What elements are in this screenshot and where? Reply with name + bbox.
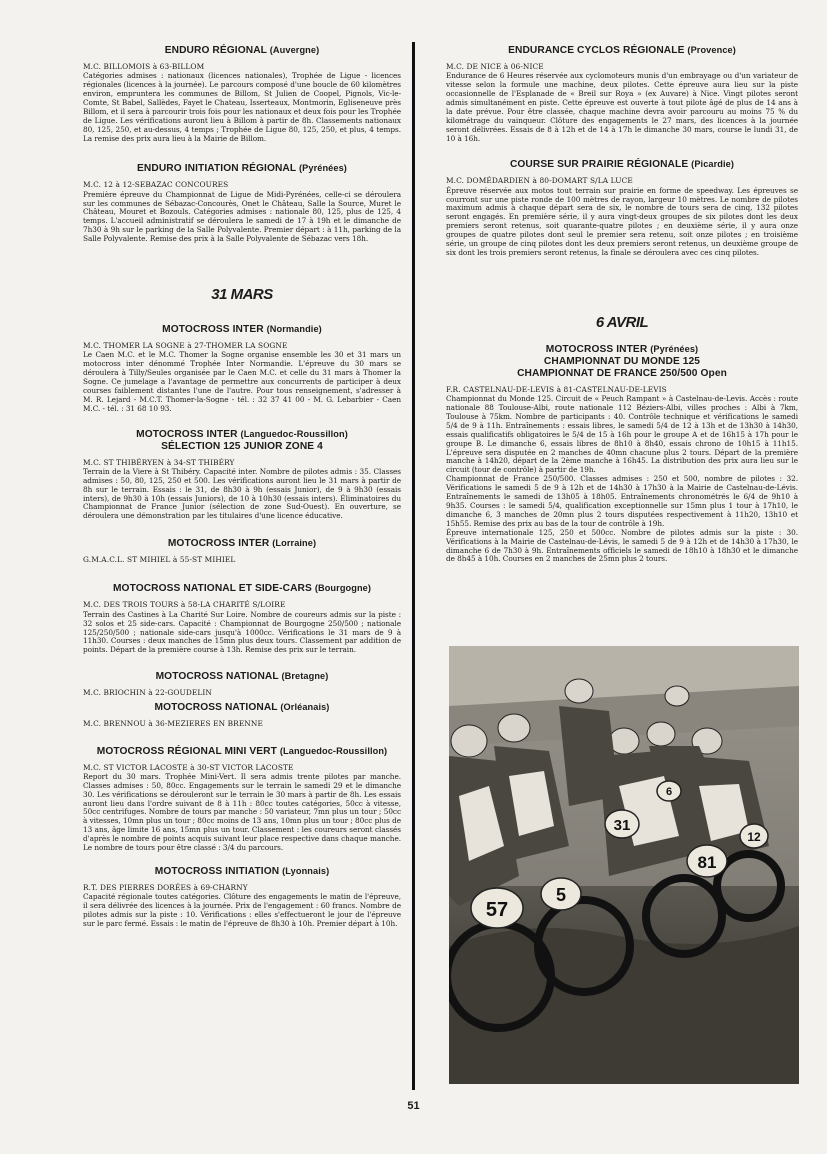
event-title xyxy=(446,343,798,356)
event-region: (Picardie) xyxy=(691,159,735,170)
event-name: ENDURANCE CYCLOS RÉGIONALE xyxy=(508,45,685,56)
club-name: M.C. 12 à 12-SEBAZAC CONCOURES xyxy=(83,180,229,190)
plate-5: 5 xyxy=(555,885,567,905)
event-description: Catégories admises : nationaux (licences nationales), Trophée de Ligue - licences régionales (licences à la journée). Le parcours composé d'une boucle de 60 kilomètres environ, empruntera les communes de Billom, St Julien de Coopel, Pignols, Vic-le-Comte, St Babel, Sallèdes, Fayet le Chateau, Isserteaux, Montmorin, Egliseneuve près Billom, et il sera à parcourir trois fois pour les nationaux et deux fois pour les Trophée de Ligue. Les vérifications auront lieu à Billom à partir de 8h. Classements nationaux 80, 125, 250, et au-dessus, 4 temps ; Trophée de Ligue 80, 125, 250, et plus, 4 temps. La remise des prix aura lieu à la Mairie de Billom. xyxy=(83,71,401,143)
plate-57: 57 xyxy=(485,899,509,921)
event-name: COURSE SUR PRAIRIE RÉGIONALE xyxy=(509,159,689,171)
event-region: (Lyonnais) xyxy=(282,865,330,876)
event-title xyxy=(83,582,401,595)
event-region: (Pyrénées) xyxy=(298,163,347,174)
club-name: M.C. ST THIBÉRYEN à 34-ST THIBÉRY xyxy=(83,457,235,467)
event-name: MOTOCROSS INTER xyxy=(167,538,270,550)
club-name: F.R. CASTELNAU-DE-LEVIS à 81-CASTELNAU-DE-LEVIS xyxy=(446,384,667,394)
event-title xyxy=(83,745,401,758)
event-title xyxy=(83,428,401,441)
event-section xyxy=(83,323,401,414)
event-title xyxy=(446,158,798,171)
event-description: Championnat du Monde 125. Circuit de « Peuch Rampant » à Castelnau-de-Levis. Accès : route nationale 88 Toulouse-Albi, route nationale 112 Béziers-Albi, villes proches : Albi à 7km, Toulouse à 75km. Nombre de participants : 40. Contrôle technique et vérifications le samedi 5/4 de 9 à 11h. Entraînements : essais libres, le samedi 5/4 de 12 à 13h et de 13h30 à 14h30, essais qualificatifs obligatoires le 5/4 de 15 à 16h pour le groupe A et de 16h15 à 17h pour le groupe B. Le dimanche 6, essais libres de 8h10 à 8h40, essais chrono de 10h15 à 11h15. L'épreuve sera disputée en 2 manches de 40mn chacune plus 2 tours. Départ de la première manche à 14h20, départ de la 2ème manche à 16h45. La distribution des prix aura lieu sur le circuit (tour de contrôle) à partir de 19h. xyxy=(446,394,798,475)
event-name: MOTOCROSS NATIONAL ET SIDE-CARS xyxy=(112,583,312,595)
event-region: (Bourgogne) xyxy=(314,583,372,594)
event-subtitle: CHAMPIONNAT DU MONDE 125 xyxy=(543,355,701,367)
event-description: Première épreuve du Championnat de Ligue de Midi-Pyrénées, celle-ci se déroulera sur les communes de Sébazac-Concourès, Onet le Château, Salle la Source, Muret le Château, Mouret et Bozouls. Catégories admises : nationale 80, 125, plus de 125, 4 temps. L'accueil administratif se déroulera le samedi de 17 à 19h et le dimanche de 7h30 à 9h sur le parking de la Salle Polyvalente. Premier départ : à 11h, parking de la Salle Polyvalente. Remise des prix à la Salle Polyvalente de Sébazac vers 18h. xyxy=(83,189,401,244)
club-name: M.C. ST VICTOR LACOSTE à 30-ST VICTOR LACOSTE xyxy=(83,762,294,772)
club-name: M.C. THOMER LA SOGNE à 27-THOMER LA SOGNE xyxy=(83,341,288,351)
event-name: MOTOCROSS INTER xyxy=(545,343,648,355)
event-name: MOTOCROSS NATIONAL xyxy=(155,671,279,683)
event-description: Terrain de la Viere à St Thibéry. Capacité inter. Nombre de pilotes admis : 35. Classes admises : 50, 80, 125, 250 et 500. Les vérifications auront lieu le 31 mars à partir de 8h sur le terrain. Essais : le 31, de 8h30 à 9h (essais Junior), de 9 à 9h30 (essais inters), de 9h30 à 10h (essais Juniors), de 10 à 10h30 (essais inters). Éliminatoires du Championnat de France Junior (sélection de zone Sud-Ouest). En ouverture, se déroulera une démonstration par les titulaires d'une licence éducative. xyxy=(83,466,401,521)
club-name: M.C. BILLOMOIS à 63-BILLOM xyxy=(83,62,205,71)
event-description: Report du 30 mars. Trophée Mini-Vert. Il sera admis trente pilotes par manche. Classes admises : 50, 80cc. Engagements sur le terrain le samedi 29 et le dimanche 30. Les vérifications se dérouleront sur le terrain le 30 mars à partir de 8h. Les essais auront lieu dans l'ordre suivant de 8 à 11h : 80cc toutes catégories, 50cc à vitesse, 50cc centrifuges. Nombre de tours par manche : 50 variateur, 7mn plus un tour ; 50cc à vitesses, 10mn plus un tour ; 80cc moins de 13 ans, 10mn plus un tour ; 80cc plus de 13 ans, âge limite 16 ans, 15mn plus un tour. Classement : les coureurs seront classés d'après le nombre de points acquis suivant leur place respective dans chaque manche. Le nombre de tours pour être classé : 3/4 du parcours. xyxy=(83,771,401,853)
event-title xyxy=(83,701,401,714)
event-region: (Pyrénées) xyxy=(650,343,699,354)
event-section xyxy=(83,670,401,697)
event-region: (Lorraine) xyxy=(272,538,317,549)
event-description: Endurance de 6 Heures réservée aux cyclomoteurs munis d'un embrayage ou d'un variateur de vitesse selon la formule une machine, deux pilotes. Cette épreuve aura lieu sur la piste occasionnelle de l'Esplanade de « Breil sur Roya » (ex Auvare) à Nice. Vingt pilotes seront admis simultanément en piste. Cette épreuve est ouverte à tout pilote âgé de plus de 14 ans à la date prévue. Pour être classée, chaque machine devra avoir parcouru au moins 75 % du kilométrage du vainqueur. Clôture des engagements le 27 mars, des licences à la journée seront délivrées. Essais de 8 à 12h et de 14 à 17h le dimanche 30 mars, course le lundi 31, de 10 à 16h. xyxy=(446,71,798,143)
event-section xyxy=(446,44,798,143)
event-section xyxy=(446,314,798,331)
event-section xyxy=(83,865,401,929)
date-heading: 31 MARS xyxy=(211,286,273,304)
event-name: MOTOCROSS NATIONAL xyxy=(154,702,278,714)
event-name: MOTOCROSS INTER xyxy=(162,324,264,336)
date-heading: 6 AVRIL xyxy=(595,313,649,331)
event-description: Épreuve réservée aux motos tout terrain sur prairie en forme de speedway. Les épreuves se courront sur une piste ronde de 100 mètres de rayon, largeur 10 mètres. Le nombre de pilotes maximum admis à chaque départ sera de six, le nombre de tours sera de cinq, 132 pilotes seront engagés. En première série, il y aura vingt-deux groupes de six pilotes dont les deux premiers seront retenus, soit quarante-quatre pilotes ; en deuxième série, il y aura onze groupes de quatre pilotes dont seul le premier sera retenu, soit onze pilotes ; en troisième série, un groupe de cinq pilotes dont les deux premiers seront retenus, un deuxième groupe de six dont les trois premiers seront retenus, la finale se déroulera avec ces cinq pilotes. xyxy=(446,185,798,257)
event-section xyxy=(446,158,798,257)
event-region: (Normandie) xyxy=(266,324,322,335)
event-name: ENDURO RÉGIONAL xyxy=(164,45,267,56)
event-region: (Languedoc-Roussillon) xyxy=(240,428,348,439)
event-title xyxy=(83,865,401,878)
event-section xyxy=(83,286,401,303)
event-description: Championnat de France 250/500. Classes admises : 250 et 500, nombre de pilotes : 32. Vérifications le samedi 5 de 9 à 12h et de 14h30 à 17h30 à la Mairie de Castelnau-de-Lévis. Entraînements le samedi de 13h05 à 18h05. Entraînements chronométrés le 6/4 de 9h10 à 9h35. Courses : le samedi 5/4, qualification exceptionnelle sur 15mn plus 1 tour à 17h10, le dimanche 6, 3 manches de 20mn plus 2 tours disputées respectivement à 11h20, 13h10 et 15h55. Remise des prix au bas de la tour de contrôle à 19h. xyxy=(446,474,798,528)
event-region: (Orléanais) xyxy=(280,702,330,713)
event-title xyxy=(83,44,401,57)
left-column xyxy=(83,44,401,929)
event-name: MOTOCROSS INTER xyxy=(136,428,238,440)
event-section xyxy=(83,701,401,728)
plate-31: 31 xyxy=(613,817,631,834)
event-name: ENDURO INITIATION RÉGIONAL xyxy=(137,163,297,175)
event-section xyxy=(83,745,401,853)
page-number: 51 xyxy=(407,1100,420,1112)
club-name: M.C. DOMÉDARDIEN à 80-DOMART S/LA LUCE xyxy=(446,176,633,186)
event-section xyxy=(83,582,401,655)
motocross-photo xyxy=(449,646,799,1084)
event-title xyxy=(83,670,401,683)
event-section xyxy=(446,343,798,564)
event-description: Terrain des Castines à La Charité Sur Loire. Nombre de coureurs admis sur la piste : 32 solos et 25 side-cars. Capacité : Championnat de Bourgogne 250/500 ; nationale 125/250/500 ; nationale side-cars jusqu'à 1000cc. Vérifications le 31 mars de 9 à 11h30. Courses : deux manches de 15mn plus deux tours. Classement par addition de points. Départ de la première course à 13h. Remise des prix sur le terrain. xyxy=(83,609,401,655)
event-title xyxy=(83,537,401,550)
event-region: (Bretagne) xyxy=(281,671,329,682)
event-name: MOTOCROSS INITIATION xyxy=(154,865,280,877)
event-region: (Auvergne) xyxy=(269,45,320,55)
club-name: M.C. DES TROIS TOURS à 58-LA CHARITÉ S/LOIRE xyxy=(83,600,286,610)
event-region: (Languedoc-Roussillon) xyxy=(279,745,388,756)
club-name: M.C. BRENNOU à 36-MEZIERES EN BRENNE xyxy=(83,719,263,729)
event-subtitle: SÉLECTION 125 JUNIOR ZONE 4 xyxy=(161,440,323,452)
event-title xyxy=(83,162,401,175)
event-description: Épreuve internationale 125, 250 et 500cc. Nombre de pilotes admis sur la piste : 30. Vérifications à la Mairie de Castelnau-de-Lévis, le samedi 5 de 9 à 12h et de 14h30 à 17h30, le dimanche 6 de 7h30 à 9h. Entraînements officiels le samedi de 18h10 à 18h30 et le dimanche de 8h45 à 10h. Courses en 2 manches de 25mn plus 2 tours. xyxy=(446,527,798,564)
event-title xyxy=(446,44,798,57)
plate-6: 6 xyxy=(665,786,673,798)
event-description: Capacité régionale toutes catégories. Clôture des engagements le matin de l'épreuve, il sera délivrée des licences à la journée. Prix de l'engagement : 60 francs. Nombre de pilotes admis sur la piste : 10. Vérifications : elles s'effectueront le jour de l'épreuve sur le parc fermé. Essais : le matin de l'épreuve de 8h30 à 10h. Premier départ à 10h. xyxy=(83,892,401,928)
right-column xyxy=(446,44,798,564)
club-name: M.C. DE NICE à 06-NICE xyxy=(446,62,544,71)
club-name: M.C. BRIOCHIN à 22-GOUDELIN xyxy=(83,688,212,698)
event-description: Le Caen M.C. et le M.C. Thomer la Sogne organise ensemble les 30 et 31 mars un motocross inter dénommé Trophée Inter Normandie. L'épreuve du 30 mars se déroulera à Tilly/Seules organisée par le Caen M.C. et celle du 31 mars à Thomer la Sogne. Ce jumelage a l'avantage de permettre aux concurrents de participer à deux courses faiblement distantes l'une de l'autre. Pour tous renseignement, s'adresser à M. R. Lejard - M.C.T. Thomer-la-Sogne - tél. : 32 37 41 00 - M. G. Lebarbier - Caen M.C. - tél. : 31 68 10 93. xyxy=(83,350,401,413)
event-section xyxy=(83,162,401,244)
club-name: G.M.A.C.L. ST MIHIEL à 55-ST MIHIEL xyxy=(83,555,236,565)
event-section xyxy=(83,44,401,143)
event-section xyxy=(83,428,401,522)
column-divider xyxy=(412,42,415,1090)
plate-81: 81 xyxy=(697,853,717,872)
plate-12: 12 xyxy=(747,830,761,844)
event-region: (Provence) xyxy=(687,45,736,55)
event-name: MOTOCROSS RÉGIONAL MINI VERT xyxy=(96,745,277,757)
event-section xyxy=(83,537,401,564)
club-name: R.T. DES PIERRES DORÉES à 69-CHARNY xyxy=(83,882,248,892)
event-title xyxy=(83,323,401,336)
event-subtitle: CHAMPIONNAT DE FRANCE 250/500 Open xyxy=(517,367,727,379)
